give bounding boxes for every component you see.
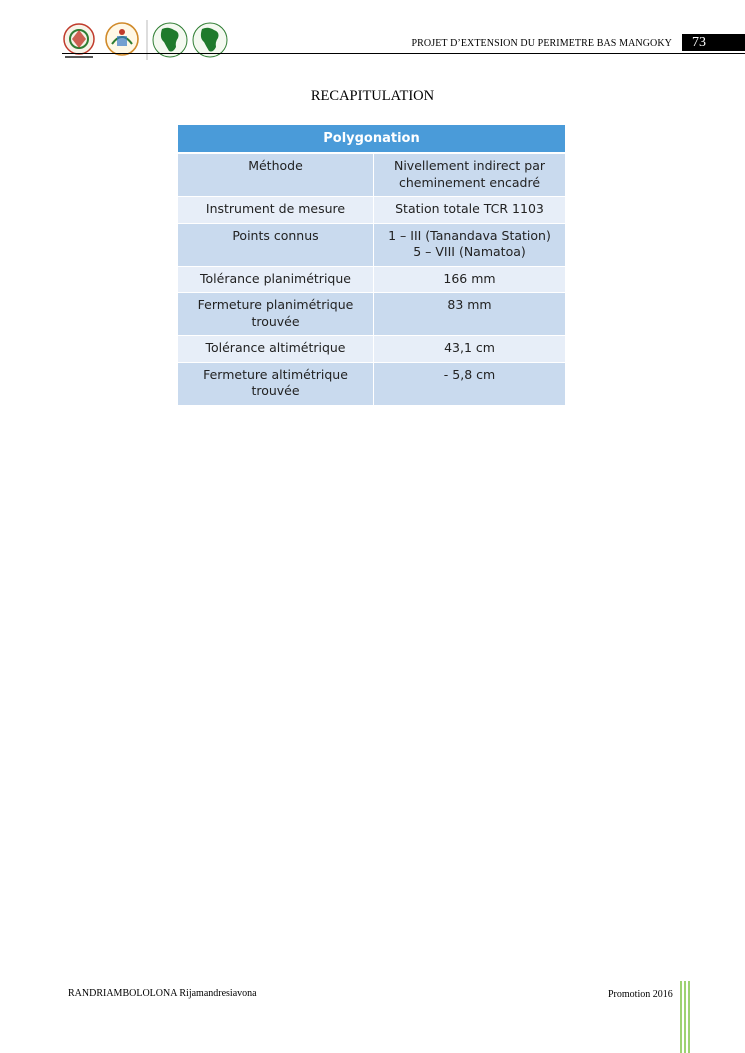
school-emblem-logo bbox=[106, 23, 138, 55]
section-title: RECAPITULATION bbox=[310, 88, 435, 104]
row-label: Fermeture planimétrique trouvée bbox=[178, 293, 374, 336]
footer-author: RANDRIAMBOLOLONA Rijamandresiavona bbox=[68, 988, 257, 999]
table-row bbox=[178, 197, 565, 224]
header-title: PROJET D’EXTENSION DU PERIMETRE BAS MANGOKY bbox=[411, 38, 672, 49]
table-row bbox=[178, 362, 565, 405]
table-row bbox=[178, 336, 565, 363]
header-logos bbox=[62, 20, 232, 62]
footer-promotion: Promotion 2016 bbox=[608, 989, 673, 1000]
row-label: Tolérance altimétrique bbox=[178, 336, 374, 363]
table-row bbox=[178, 293, 565, 336]
row-label: Points connus bbox=[178, 223, 374, 266]
row-label: Fermeture altimétrique trouvée bbox=[178, 362, 374, 405]
african-development-bank-logo bbox=[153, 23, 187, 57]
row-value: Station totale TCR 1103 bbox=[374, 197, 566, 224]
row-value: Nivellement indirect par cheminement encadré bbox=[374, 153, 566, 197]
recap-table bbox=[178, 125, 565, 406]
row-value: 1 – III (Tanandava Station) 5 – VIII (Namatoa) bbox=[374, 223, 566, 266]
row-label: Méthode bbox=[178, 153, 374, 197]
row-value: - 5,8 cm bbox=[374, 362, 566, 405]
header-rule bbox=[62, 53, 745, 54]
table-row bbox=[178, 223, 565, 266]
african-development-fund-logo bbox=[193, 23, 227, 57]
row-value: 43,1 cm bbox=[374, 336, 566, 363]
page-number: 73 bbox=[682, 34, 745, 51]
row-value: 166 mm bbox=[374, 266, 566, 293]
row-label: Instrument de mesure bbox=[178, 197, 374, 224]
table-row bbox=[178, 153, 565, 197]
row-value: 83 mm bbox=[374, 293, 566, 336]
table-caption: Polygonation bbox=[178, 125, 565, 153]
row-label: Tolérance planimétrique bbox=[178, 266, 374, 293]
footer-green-lines bbox=[679, 981, 691, 1053]
table-row bbox=[178, 266, 565, 293]
